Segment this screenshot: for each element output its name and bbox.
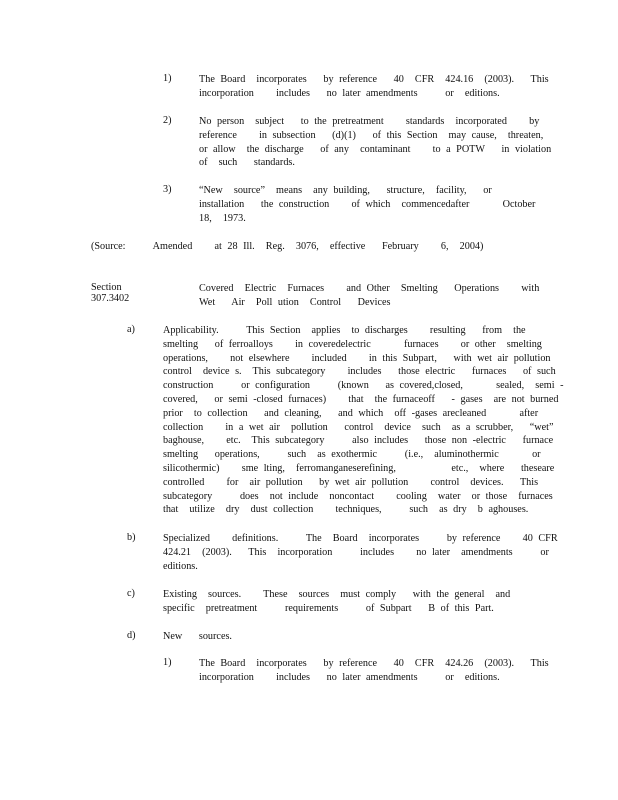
text-line: prior to collection and cleaning, and which off -gases arecleaned after — [163, 407, 539, 419]
text-line: The Board incorporates by reference 40 CFR 424.26 (2003). This — [199, 658, 549, 669]
subsection-text — [163, 324, 563, 517]
text-line: smelting operations, such as exothermic (i.e., aluminothermic or — [163, 449, 541, 461]
text-line: Covered Electric Furnaces and Other Smelting Operations with — [199, 283, 540, 294]
text-line: silicothermic) sme lting, ferromanganeserefining, etc., where theseare — [163, 462, 555, 474]
item-text — [199, 657, 549, 685]
text-line: baghouse, etc. This subcategory also includes those non -electric furnace — [163, 435, 554, 447]
text-line: reference in subsection (d)(1) of this Section may cause, threaten, — [199, 129, 544, 141]
text-line: that utilize dry dust collection techniques, such as dry b aghouses. — [163, 504, 529, 516]
text-line: The Board incorporates by reference 40 CFR 424.16 (2003). This — [199, 74, 549, 85]
text-line: controlled for air pollution by wet air pollution control devices. This — [163, 476, 539, 488]
text-line: subcategory does not include noncontact cooling water or those furnaces — [163, 490, 553, 502]
subsection-text — [163, 532, 558, 573]
text-line: (Source: Amended at 28 Ill. Reg. 3076, effective February 6, 2004) — [91, 241, 484, 252]
item-text — [199, 115, 551, 170]
text-line: operations, not elsewhere included in this Subpart, with wet air pollution — [163, 352, 551, 364]
text-line: No person subject to the pretreatment standards incorporated by — [199, 116, 540, 127]
text-line: Wet Air Poll ution Control Devices — [199, 296, 391, 308]
item-number: 3) — [163, 184, 172, 195]
text-line: of such standards. — [199, 157, 295, 169]
text-line: smelting of ferroalloys in coveredelectric furnaces or other smelting — [163, 338, 542, 350]
section-label: Section 307.3402 — [91, 282, 130, 304]
item-text — [199, 73, 549, 101]
subsection-text — [163, 588, 510, 616]
subsection-text — [163, 630, 232, 644]
source-note — [91, 240, 483, 254]
text-line: editions. — [163, 560, 198, 572]
subsection-number: b) — [127, 532, 136, 543]
text-line: New sources. — [163, 631, 232, 642]
item-number: 2) — [163, 115, 172, 126]
subsection-number: a) — [127, 324, 135, 335]
text-line: or allow the discharge of any contaminant to a POTW in violation — [199, 143, 552, 155]
item-text — [199, 184, 535, 225]
item-number: 1) — [163, 657, 172, 668]
text-line: control device s. This subcategory includes those electric furnaces of such — [163, 366, 556, 378]
section-title — [199, 282, 539, 310]
text-line: collection in a wet air pollution control device such as a scrubber, “wet” — [163, 421, 554, 433]
text-line: Applicability. This Section applies to discharges resulting from the — [163, 325, 526, 336]
subsection-number: c) — [127, 588, 135, 599]
subsection-number: d) — [127, 630, 136, 641]
text-line: Specialized definitions. The Board incorporates by reference 40 CFR — [163, 533, 558, 544]
text-line: Existing sources. These sources must comply with the general and — [163, 589, 511, 600]
text-line: “New source” means any building, structure, facility, or — [199, 185, 492, 196]
text-line: incorporation includes no later amendments or editions. — [199, 87, 500, 99]
text-line: construction or configuration (known as covered,closed, sealed, semi - — [163, 380, 564, 392]
text-line: specific pretreatment requirements of Subpart B of this Part. — [163, 602, 494, 614]
text-line: 424.21 (2003). This incorporation includes no later amendments or — [163, 546, 549, 558]
text-line: installation the construction of which commencedafter October — [199, 198, 536, 210]
text-line: 18, 1973. — [199, 212, 246, 224]
text-line: incorporation includes no later amendments or editions. — [199, 671, 500, 683]
item-number: 1) — [163, 73, 172, 84]
text-line: covered, or semi -closed furnaces) that the furnaceoff - gases are not burned — [163, 393, 559, 405]
